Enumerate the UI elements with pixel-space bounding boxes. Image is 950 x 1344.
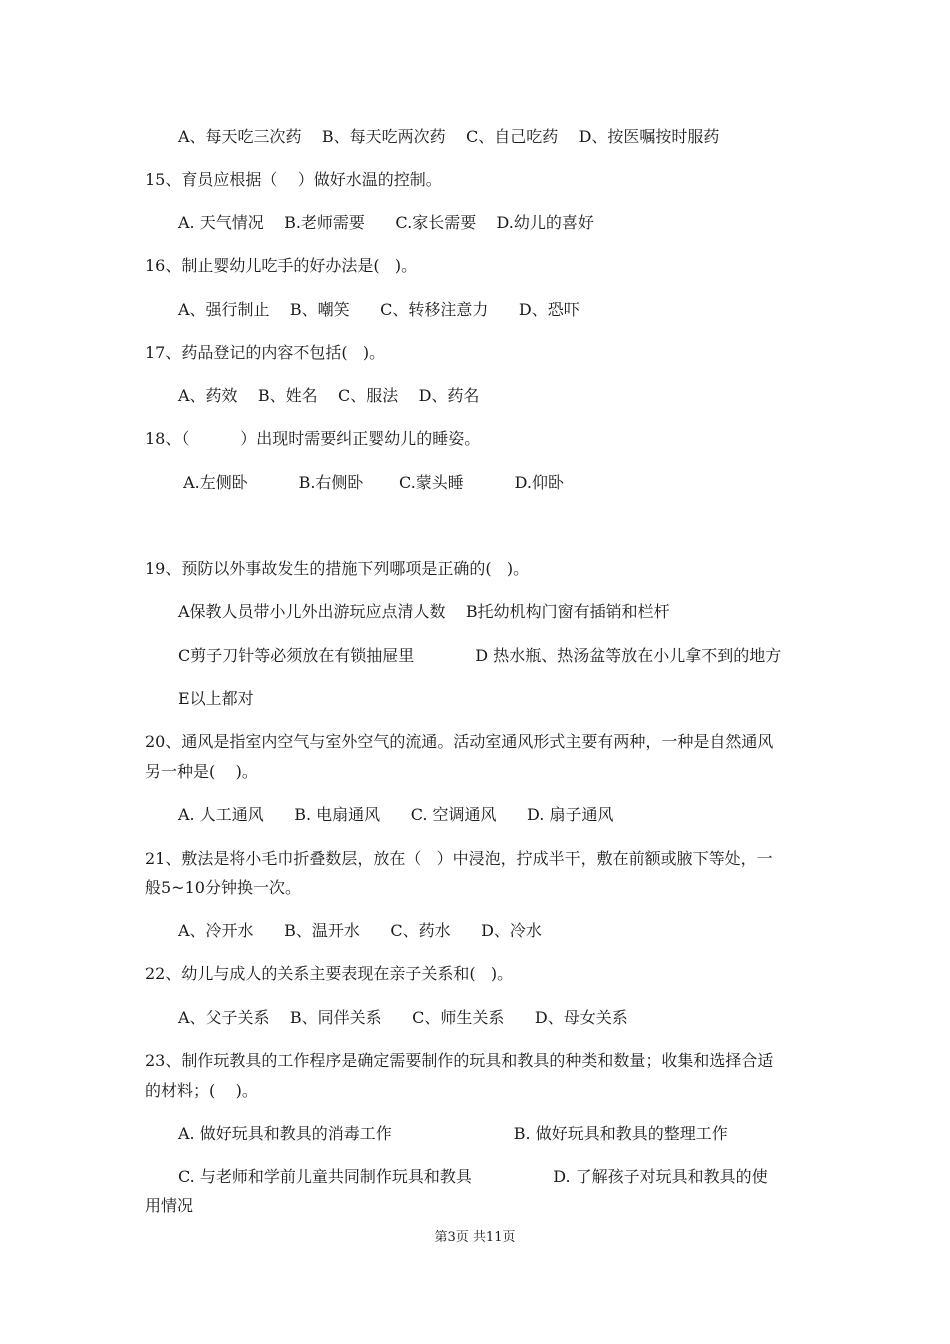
question-line: 22、幼儿与成人的关系主要表现在亲子关系和( )。 <box>145 964 514 983</box>
option-line: A. 天气情况 B.老师需要 C.家长需要 D.幼儿的喜好 <box>178 213 594 232</box>
question-line: 21、敷法是将小毛巾折叠数层，放在（ ）中浸泡，拧成半干，敷在前额或腋下等处，一 <box>145 849 773 868</box>
page-footer: 第3页 共11页 <box>434 1230 516 1245</box>
question-continuation: 般5~10分钟换一次。 <box>145 878 301 897</box>
question-continuation: 的材料；( )。 <box>145 1081 258 1100</box>
question-line: 18、（ ）出现时需要纠正婴幼儿的睡姿。 <box>145 429 481 448</box>
question-line: 19、预防以外事故发生的措施下列哪项是正确的( )。 <box>145 559 530 578</box>
option-line: A、父子关系 B、同伴关系 C、师生关系 D、母女关系 <box>178 1008 628 1027</box>
question-line: 23、制作玩教具的工作程序是确定需要制作的玩具和教具的种类和数量；收集和选择合适 <box>145 1051 774 1070</box>
question-continuation: 另一种是( )。 <box>145 762 258 781</box>
question-line: 15、育员应根据（ ）做好水温的控制。 <box>145 170 442 189</box>
option-line: A. 人工通风 B. 电扇通风 C. 空调通风 D. 扇子通风 <box>178 805 614 824</box>
option-line: A、冷开水 B、温开水 C、药水 D、冷水 <box>178 921 542 940</box>
option-line: A、药效 B、姓名 C、服法 D、药名 <box>178 386 480 405</box>
option-line: A保教人员带小儿外出游玩应点清人数 B托幼机构门窗有插销和栏杆 <box>178 602 670 621</box>
option-line: A、每天吃三次药 B、每天吃两次药 C、自己吃药 D、按医嘱按时服药 <box>178 127 720 146</box>
option-continuation: 用情况 <box>145 1196 194 1215</box>
option-line: C剪子刀针等必须放在有锁抽屉里 D 热水瓶、热汤盆等放在小儿拿不到的地方 <box>178 646 782 665</box>
question-line: 20、通风是指室内空气与室外空气的流通。活动室通风形式主要有两种，一种是自然通风 <box>145 732 774 751</box>
question-line: 17、药品登记的内容不包括( )。 <box>145 343 386 362</box>
option-line: C. 与老师和学前儿童共同制作玩具和教具 D. 了解孩子对玩具和教具的使 <box>178 1167 768 1186</box>
question-line: 16、制止婴幼儿吃手的好办法是( )。 <box>145 256 418 275</box>
option-line: A. 做好玩具和教具的消毒工作 B. 做好玩具和教具的整理工作 <box>178 1124 728 1143</box>
option-line: E以上都对 <box>178 689 254 708</box>
option-line: A.左侧卧 B.右侧卧 C.蒙头睡 D.仰卧 <box>178 473 564 492</box>
option-line: A、强行制止 B、嘲笑 C、转移注意力 D、恐吓 <box>178 300 580 319</box>
